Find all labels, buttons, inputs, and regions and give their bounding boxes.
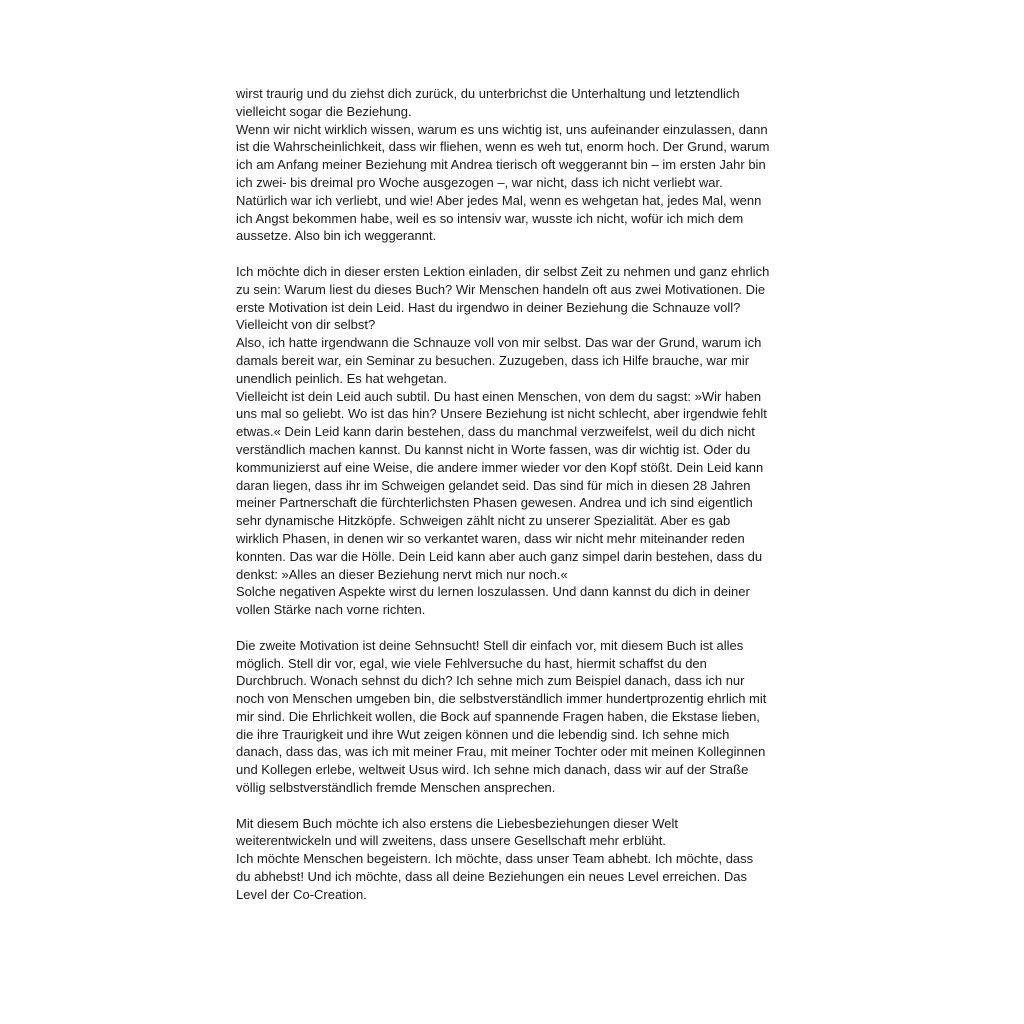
paragraph — [236, 121, 776, 246]
paragraph-spacer — [236, 797, 776, 815]
text-line: die ihre Traurigkeit und ihre Wut zeigen können und die lebendig sind. Ich sehne mich — [236, 726, 730, 742]
text-line: aussetze. Also bin ich weggerannt. — [236, 228, 437, 244]
text-line: Vielleicht von dir selbst? — [236, 317, 376, 333]
paragraph-spacer — [236, 245, 776, 263]
text-line: Also, ich hatte irgendwann die Schnauze voll von mir selbst. Das war der Grund, warum ich — [236, 335, 762, 351]
text-line: verständlich machen kannst. Du kannst nicht in Worte fassen, was dir wichtig ist. Oder du — [236, 441, 751, 457]
text-line: daran liegen, dass ihr im Schweigen gelandet seid. Das sind für mich in diesen 28 Jahren — [236, 477, 751, 493]
text-line: ich zwei- bis dreimal pro Woche ausgezogen –, war nicht, dass ich nicht verliebt war. — [236, 174, 723, 190]
text-line: zu sein: Warum liest du dieses Buch? Wir Menschen handeln oft aus zwei Motivationen. Die — [236, 281, 766, 297]
paragraph — [236, 85, 776, 121]
text-line: vielleicht sogar die Beziehung. — [236, 103, 412, 119]
text-line: ist die Wahrscheinlichkeit, dass wir fliehen, wenn es weh tut, enorm hoch. Der Grund, warum — [236, 139, 770, 155]
text-line: Level der Co-Creation. — [236, 886, 367, 902]
document-page — [236, 85, 776, 904]
text-line: mir sind. Die Ehrlichkeit wollen, die Bock auf spannende Fragen haben, die Ekstase lieben, — [236, 708, 760, 724]
text-line: völlig selbstverständlich fremde Menschen ansprechen. — [236, 780, 556, 796]
paragraph — [236, 263, 776, 334]
paragraph — [236, 583, 776, 619]
text-line: Natürlich war ich verliebt, und wie! Aber jedes Mal, wenn es wehgetan hat, jedes Mal, wenn — [236, 192, 762, 208]
text-line: Vielleicht ist dein Leid auch subtil. Du hast einen Menschen, von dem du sagst: »Wir haben — [236, 388, 762, 404]
text-line: erste Motivation ist dein Leid. Hast du irgendwo in deiner Beziehung die Schnauze voll? — [236, 299, 741, 315]
text-line: Mit diesem Buch möchte ich also erstens die Liebesbeziehungen dieser Welt — [236, 815, 678, 831]
text-line: Die zweite Motivation ist deine Sehnsucht! Stell dir einfach vor, mit diesem Buch ist alles — [236, 637, 744, 653]
text-line: denkst: »Alles an dieser Beziehung nervt mich nur noch.« — [236, 566, 568, 582]
text-line: möglich. Stell dir vor, egal, wie viele Fehlversuche du hast, hiermit schaffst du den — [236, 655, 707, 671]
paragraph — [236, 850, 776, 903]
text-line: Ich möchte dich in dieser ersten Lektion einladen, dir selbst Zeit zu nehmen und ganz ehrlich — [236, 263, 770, 279]
text-line: ich am Anfang meiner Beziehung mit Andrea tierisch oft weggerannt bin – im ersten Jahr bin — [236, 157, 766, 173]
text-line: kommunizierst auf eine Weise, die andere immer wieder vor den Kopf stößt. Dein Leid kann — [236, 459, 764, 475]
paragraph — [236, 334, 776, 387]
text-line: danach, dass das, was ich mit meiner Frau, mit meiner Tochter oder mit meinen Kolleginnen — [236, 744, 766, 760]
text-line: unendlich peinlich. Es hat wehgetan. — [236, 370, 448, 386]
text-line: und Kollegen erlebe, weltweit Usus wird. Ich sehne mich danach, dass wir auf der Straße — [236, 762, 749, 778]
paragraph — [236, 637, 776, 797]
text-line: Ich möchte Menschen begeistern. Ich möchte, dass unser Team abhebt. Ich möchte, dass — [236, 851, 754, 867]
text-line: Durchbruch. Wonach sehnst du dich? Ich sehne mich zum Beispiel danach, dass ich nur — [236, 673, 745, 689]
text-line: konnten. Das war die Hölle. Dein Leid kann aber auch ganz simpel darin bestehen, dass du — [236, 548, 763, 564]
paragraph-spacer — [236, 619, 776, 637]
text-line: sehr dynamische Hitzköpfe. Schweigen zählt nicht zu unserer Spezialität. Aber es gab — [236, 513, 731, 529]
text-line: wirklich Phasen, in denen wir so verkantet waren, dass wir nicht mehr miteinander reden — [236, 530, 745, 546]
text-line: wirst traurig und du ziehst dich zurück, du unterbrichst die Unterhaltung und letztendlich — [236, 86, 740, 101]
text-line: vollen Stärke nach vorne richten. — [236, 602, 426, 618]
text-line: noch von Menschen umgeben bin, die selbstverständlich immer hundertprozentig ehrlich mit — [236, 691, 767, 707]
text-line: du abhebst! Und ich möchte, dass all deine Beziehungen ein neues Level erreichen. Das — [236, 869, 747, 885]
text-line: Wenn wir nicht wirklich wissen, warum es uns wichtig ist, uns aufeinander einzulassen, dann — [236, 121, 768, 137]
text-line: etwas.« Dein Leid kann darin bestehen, dass du manchmal verzweifelst, weil du dich nicht — [236, 424, 755, 440]
text-line: meiner Partnerschaft die fürchterlichsten Phasen gewesen. Andrea und ich sind eigentlich — [236, 495, 753, 511]
text-line: uns mal so geliebt. Wo ist das hin? Unsere Beziehung ist nicht schlecht, aber irgendwie fehlt — [236, 406, 767, 422]
text-line: Solche negativen Aspekte wirst du lernen loszulassen. Und dann kannst du dich in deiner — [236, 584, 750, 600]
text-line: weiterentwickeln und will zweitens, dass unsere Gesellschaft mehr erblüht. — [236, 833, 666, 849]
text-line: damals bereit war, ein Seminar zu besuchen. Zuzugeben, dass ich Hilfe brauche, war mir — [236, 352, 750, 368]
paragraph — [236, 388, 776, 584]
paragraph — [236, 815, 776, 851]
text-line: ich Angst bekommen habe, weil es so intensiv war, wusste ich nicht, wofür ich mich dem — [236, 210, 744, 226]
